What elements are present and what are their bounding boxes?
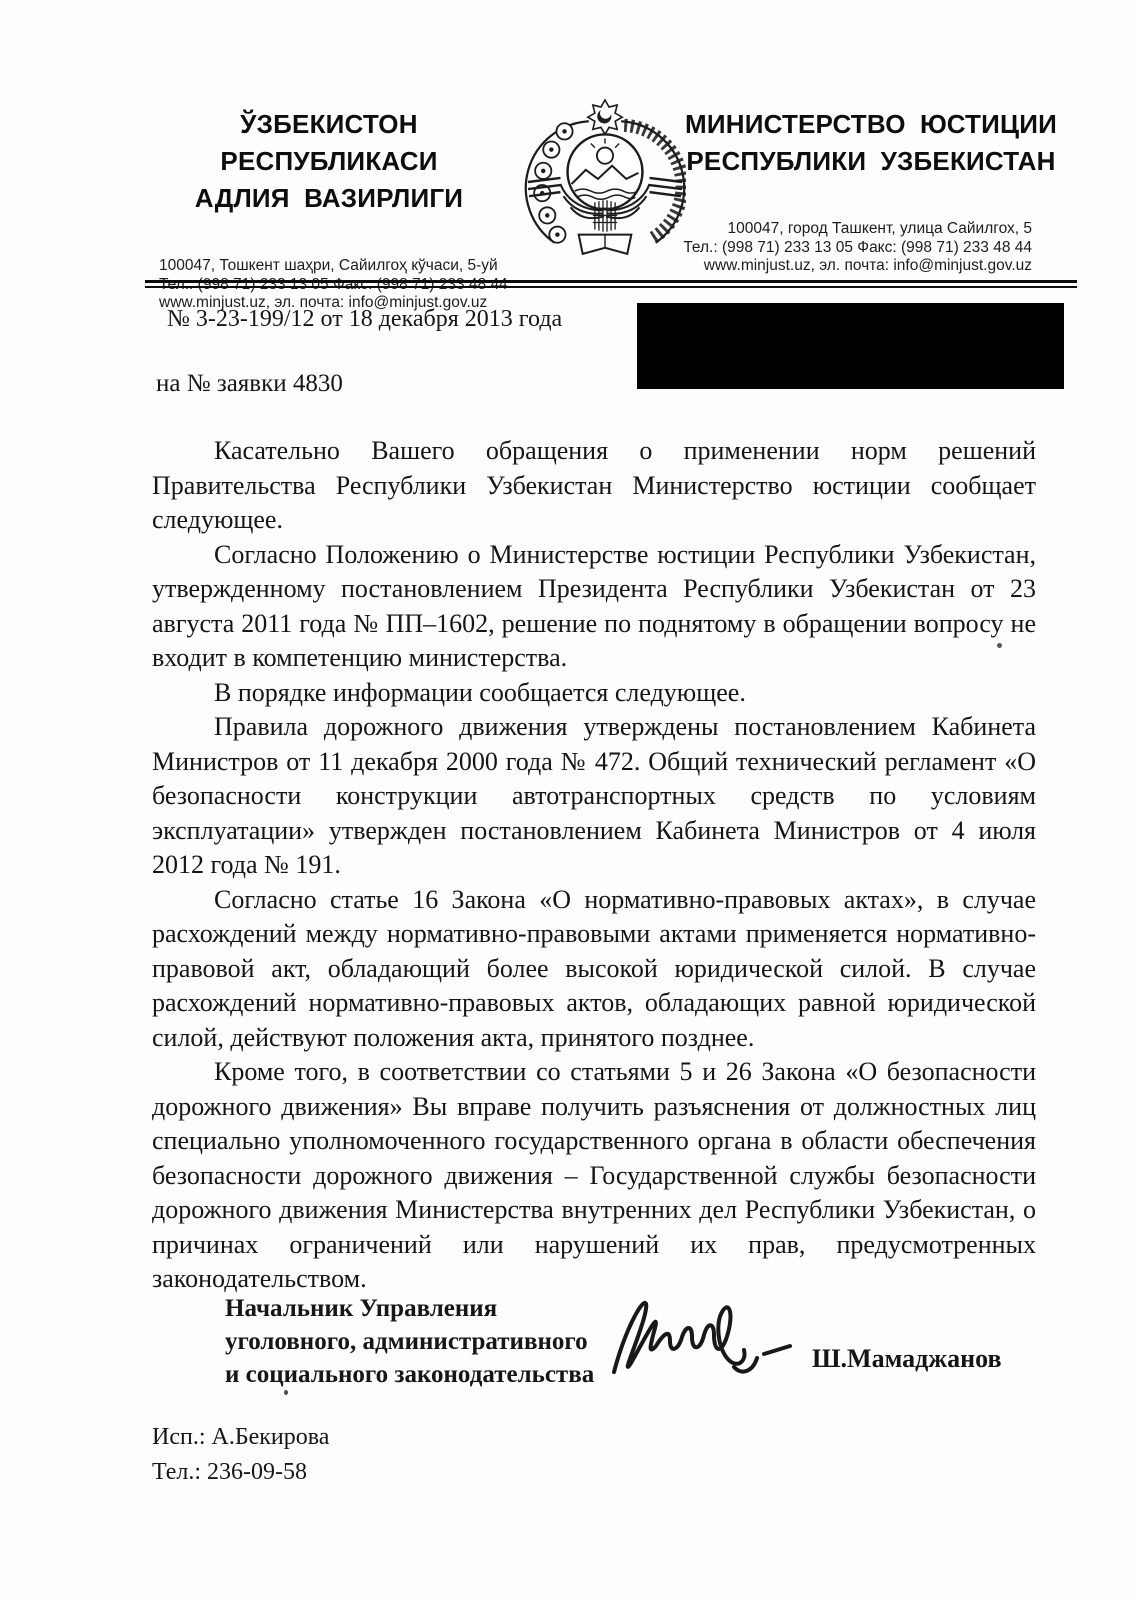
letterhead-left-address: 100047, Тошкент шаҳри, Сайилгоҳ кўчаси, 5-уй [159, 257, 498, 274]
executor-block [152, 1420, 329, 1490]
scan-speck [997, 643, 1002, 648]
redaction-box [637, 303, 1064, 389]
letterhead-left-title-line2: АДЛИЯ ВАЗИРЛИГИ [194, 183, 464, 213]
letterhead-right-title-line2: РЕСПУБЛИКИ УЗБЕКИСТАН [686, 146, 1056, 176]
signatory-title [225, 1292, 594, 1391]
executor-name: Исп.: А.Бекирова [152, 1424, 330, 1450]
reference-number: № 3-23-199/12 от 18 декабря 2013 года [167, 306, 563, 332]
letterhead-right-address: 100047, город Ташкент, улица Сайилгох, 5 [727, 220, 1032, 237]
body-paragraph: Кроме того, в соответствии со статьями 5 и 26 Закона «О безопасности дорожного движения» Вы вправе получить разъяснения от должностных лиц специально уполномоченного государственного органа в области обеспечения безопасности дорожного движения – Государственной службы безопасности дорожного движения Министерства внутренних дел Республики Узбекистан, о причинах ограничений или нарушений их прав, предусмотренных законодательством. [152, 1057, 1036, 1293]
uzbekistan-emblem-icon [524, 96, 686, 268]
letterhead-right-phone: Тел.: (998 71) 233 13 05 Факс: (998 71) 233 48 44 [683, 238, 1032, 256]
letterhead-left-phone: Тел.: (998 71) 233 13 05 Факс: (998 71) 233 48 44 [159, 275, 508, 293]
executor-phone: Тел.: 236-09-58 [152, 1459, 308, 1485]
letterhead-divider [145, 280, 1077, 288]
signatory-name: Ш.Мамаджанов [812, 1344, 1002, 1373]
handwritten-signature-icon [592, 1270, 820, 1398]
letterhead-left-title-line1: ЎЗБЕКИСТОН РЕСПУБЛИКАСИ [220, 109, 438, 176]
body-paragraph: Касательно Вашего обращения о применении норм решений Правительства Республики Узбекистан Министерство юстиции сообщает следующее. [152, 436, 1036, 534]
letterhead-left-web: www.minjust.uz, эл. почта: info@minjust.gov.uz [159, 294, 488, 311]
body-paragraph: Согласно статье 16 Закона «О нормативно-правовых актах», в случае расхождений между нормативно-правовыми актами применяется нормативно-правовой акт, обладающий более высокой юридической силой. В случае расхождений нормативно-правовых актов, обладающих равной юридической силой, действуют положения акта, принятого позднее. [152, 884, 1036, 1052]
signatory-title-line: Начальник Управления [225, 1295, 498, 1322]
body-paragraph: В порядке информации сообщается следующее. [214, 677, 746, 707]
reference-request-number: на № заявки 4830 [156, 370, 343, 397]
letterhead-right-web: www.minjust.uz, эл. почта: info@minjust.gov.uz [703, 257, 1032, 274]
body-paragraph: Правила дорожного движения утверждены постановлением Кабинета Министров от 11 декабря 2000 года № 472. Общий технический регламент «О безопасности конструкции автотранспортных средств по условиям эксплуатации» утвержден постановлением Кабинета Министров от 4 июля 2012 года № 191. [152, 712, 1036, 879]
scan-speck [284, 1390, 288, 1395]
letterhead-right-title-line1: МИНИСТЕРСТВО ЮСТИЦИИ [685, 109, 1057, 139]
body-paragraph: Согласно Положению о Министерстве юстиции Республики Узбекистан, утвержденному постановлением Президента Республики Узбекистан от 23 августа 2011 года № ПП–1602, решение по поднятому в обращении вопросу не входит в компетенцию министерства. [152, 539, 1036, 672]
signatory-title-line: уголовного, административного [225, 1328, 588, 1355]
letter-body [152, 434, 1036, 1297]
signatory-title-line: и социального законодательства [225, 1361, 595, 1388]
letterhead-right [664, 106, 1078, 276]
